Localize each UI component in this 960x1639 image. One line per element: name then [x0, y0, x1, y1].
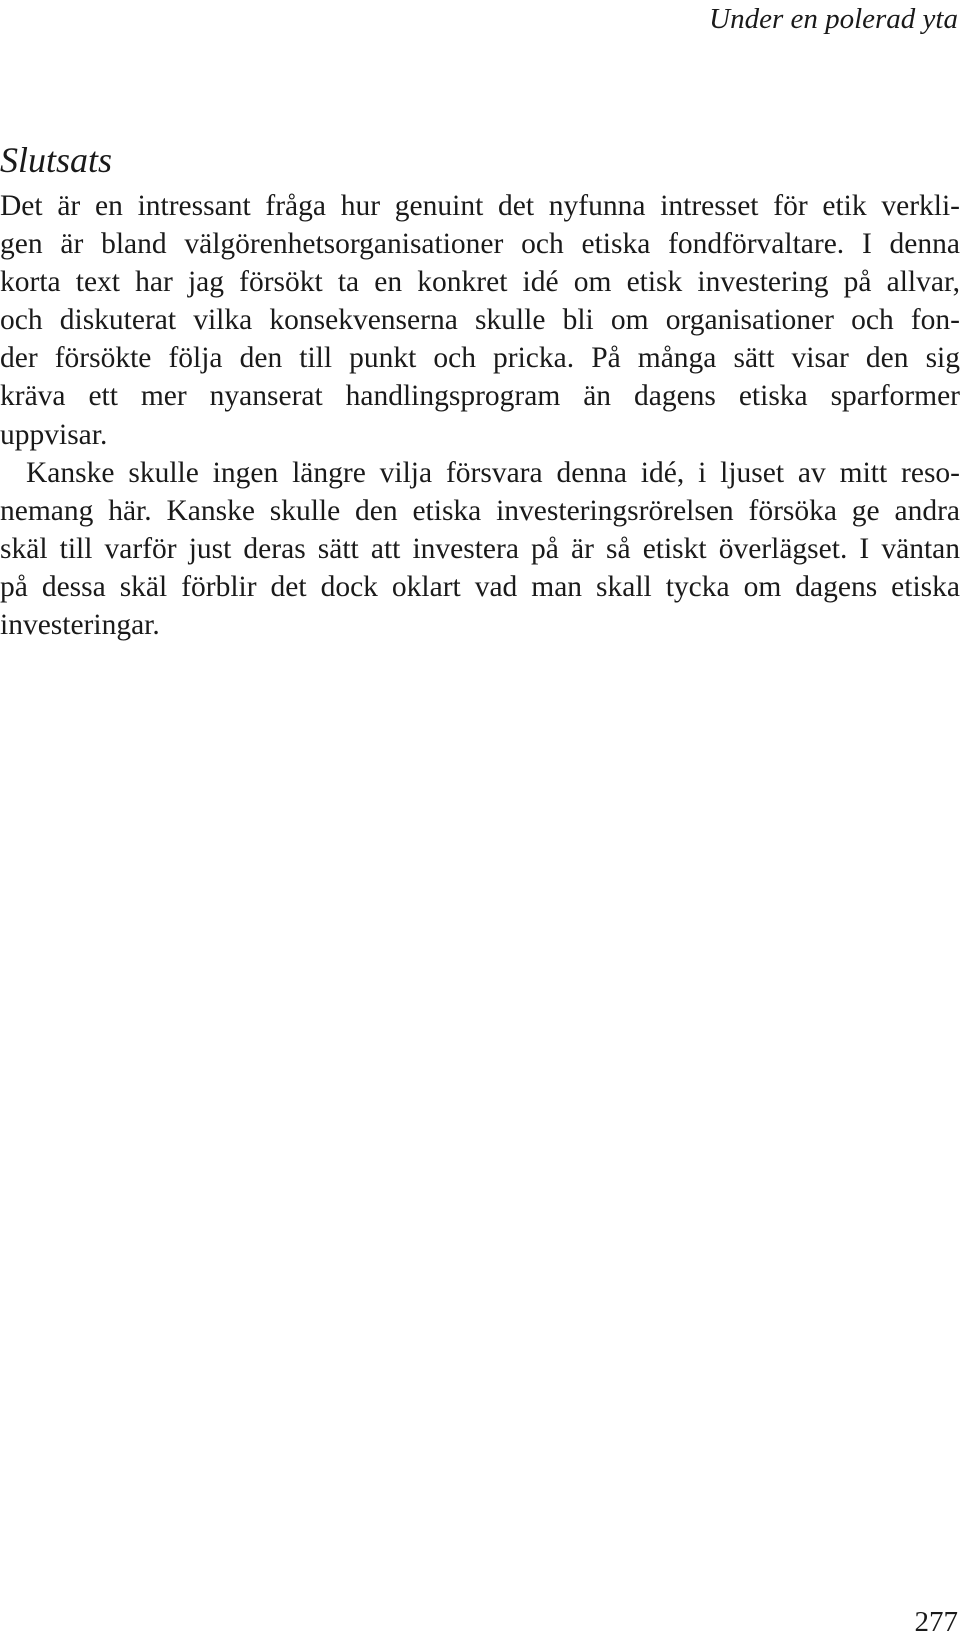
paragraph	[0, 187, 960, 454]
text-line: Kanske skulle ingen längre vilja försvara denna idé, i ljuset av mitt reso-	[26, 456, 960, 489]
running-head: Under en polerad yta	[709, 3, 958, 35]
paragraph	[0, 454, 960, 644]
text-line: skäl till varför just deras sätt att investera på är så etiskt överlägset. I väntan	[0, 532, 960, 565]
text-line: och diskuterat vilka konsekvenserna skulle bli om organisationer och fon-	[0, 304, 960, 337]
text-line: kräva ett mer nyanserat handlingsprogram än dagens etiska sparformer	[0, 380, 960, 413]
text-line: investeringar.	[0, 609, 160, 642]
text-line: korta text har jag försökt ta en konkret idé om etisk investering på allvar,	[0, 266, 960, 299]
text-line: nemang här. Kanske skulle den etiska investeringsrörelsen försöka ge andra	[0, 494, 960, 527]
text-line: uppvisar.	[0, 418, 108, 451]
section-title: Slutsats	[0, 140, 113, 180]
text-line: der försökte följa den till punkt och pricka. På många sätt visar den sig	[0, 342, 960, 375]
page-number: 277	[914, 1606, 958, 1638]
text-line: Det är en intressant fråga hur genuint det nyfunna intresset för etik verkli-	[0, 190, 960, 222]
body-text	[0, 187, 960, 644]
text-line: på dessa skäl förblir det dock oklart vad man skall tycka om dagens etiska	[0, 570, 960, 603]
text-line: gen är bland välgörenhetsorganisationer och etiska fondförvaltare. I denna	[0, 228, 960, 261]
